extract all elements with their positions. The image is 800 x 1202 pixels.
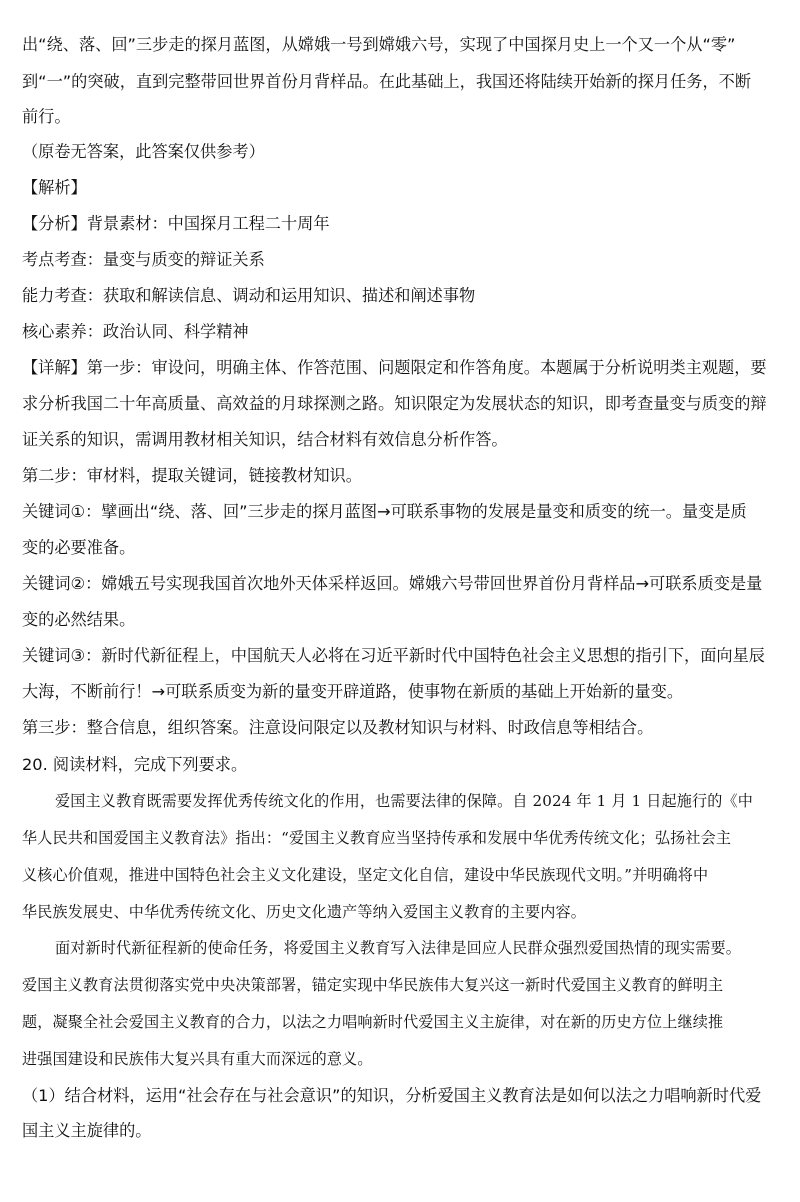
detail-text-line: 证关系的知识，需调用教材相关知识，结合材料有效信息分析作答。	[22, 430, 508, 449]
analysis-background: 【分析】背景素材：中国探月工程二十周年	[22, 214, 330, 233]
question-20-1-continued: 国主义主旋律的。	[22, 1121, 152, 1140]
analysis-ability: 能力考查：获取和解读信息、调动和运用知识、描述和阐述事物	[22, 286, 476, 305]
answer-text-line: 出“绕、落、回”三步走的探月蓝图，从嫦娥一号到嫦娥六号，实现了中国探月史上一个又一个从“零”	[22, 35, 736, 54]
analysis-test-point: 考点考查：量变与质变的辩证关系	[22, 250, 265, 269]
detail-step-one: 【详解】第一步：审设问，明确主体、作答范围、问题限定和作答角度。本题属于分析说明类主观题，要	[22, 358, 767, 377]
material-line: 爱国主义教育法贯彻落实党中央决策部署，锚定实现中华民族伟大复兴这一新时代爱国主义教育的鲜明主	[22, 976, 724, 994]
question-20-1: （1）结合材料，运用“社会存在与社会意识”的知识，分析爱国主义教育法是如何以法之力唱响新时代爱	[22, 1086, 762, 1105]
material-line: 题，凝聚全社会爱国主义教育的合力，以法之力唱响新时代爱国主义主旋律，对在新的历史方位上继续推	[22, 1013, 724, 1031]
keyword-two: 关键词②：嫦娥五号实现我国首次地外天体采样返回。嫦娥六号带回世界首份月背样品→可联系质变是量	[22, 574, 763, 593]
detail-step-three: 第三步：整合信息，组织答案。注意设问限定以及教材知识与材料、时政信息等相结合。	[22, 718, 654, 737]
no-answer-note: （原卷无答案，此答案仅供参考）	[22, 142, 265, 161]
material-line: 面对新时代新征程新的使命任务，将爱国主义教育写入法律是回应人民群众强烈爱国热情的现实需要。	[55, 939, 741, 957]
material-line: 爱国主义教育既需要发挥优秀传统文化的作用，也需要法律的保障。自 2024 年 1 月 1 日起施行的《中	[55, 792, 753, 810]
material-line: 义核心价值观，推进中国特色社会主义文化建设，坚定文化自信，建设中华民族现代文明。”并明确将中	[22, 866, 709, 884]
answer-text-line: 前行。	[22, 107, 71, 126]
question-20-heading: 20. 阅读材料，完成下列要求。	[22, 755, 248, 774]
answer-text-line: 到“一”的突破，直到完整带回世界首份月背样品。在此基础上，我国还将陆续开始新的探月任务，不断	[22, 72, 752, 91]
keyword-three-continued: 大海，不断前行！→可联系质变为新的量变开辟道路，使事物在新质的基础上开始新的量变。	[22, 682, 684, 701]
keyword-two-continued: 变的必然结果。	[22, 610, 136, 629]
material-line: 华人民共和国爱国主义教育法》指出：“爱国主义教育应当坚持传承和发展中华优秀传统文化；弘扬社会主	[22, 829, 732, 847]
detail-text-line: 求分析我国二十年高质量、高效益的月球探测之路。知识限定为发展状态的知识，即考查量变与质变的辩	[22, 394, 767, 413]
detail-step-two: 第二步：审材料，提取关键词，链接教材知识。	[22, 466, 362, 485]
analysis-core-literacy: 核心素养：政治认同、科学精神	[22, 322, 249, 341]
material-line: 华民族发展史、中华优秀传统文化、历史文化遗产等纳入爱国主义教育的主要内容。	[22, 903, 587, 921]
material-line: 进强国建设和民族伟大复兴具有重大而深远的意义。	[22, 1050, 373, 1068]
keyword-three: 关键词③：新时代新征程上，中国航天人必将在习近平新时代中国特色社会主义思想的指引下，面向星辰	[22, 646, 765, 665]
analysis-heading: 【解析】	[22, 178, 87, 197]
keyword-one: 关键词①：擘画出“绕、落、回”三步走的探月蓝图→可联系事物的发展是量变和质变的统一。量变是质	[22, 502, 747, 521]
keyword-one-continued: 变的必要准备。	[22, 538, 136, 557]
